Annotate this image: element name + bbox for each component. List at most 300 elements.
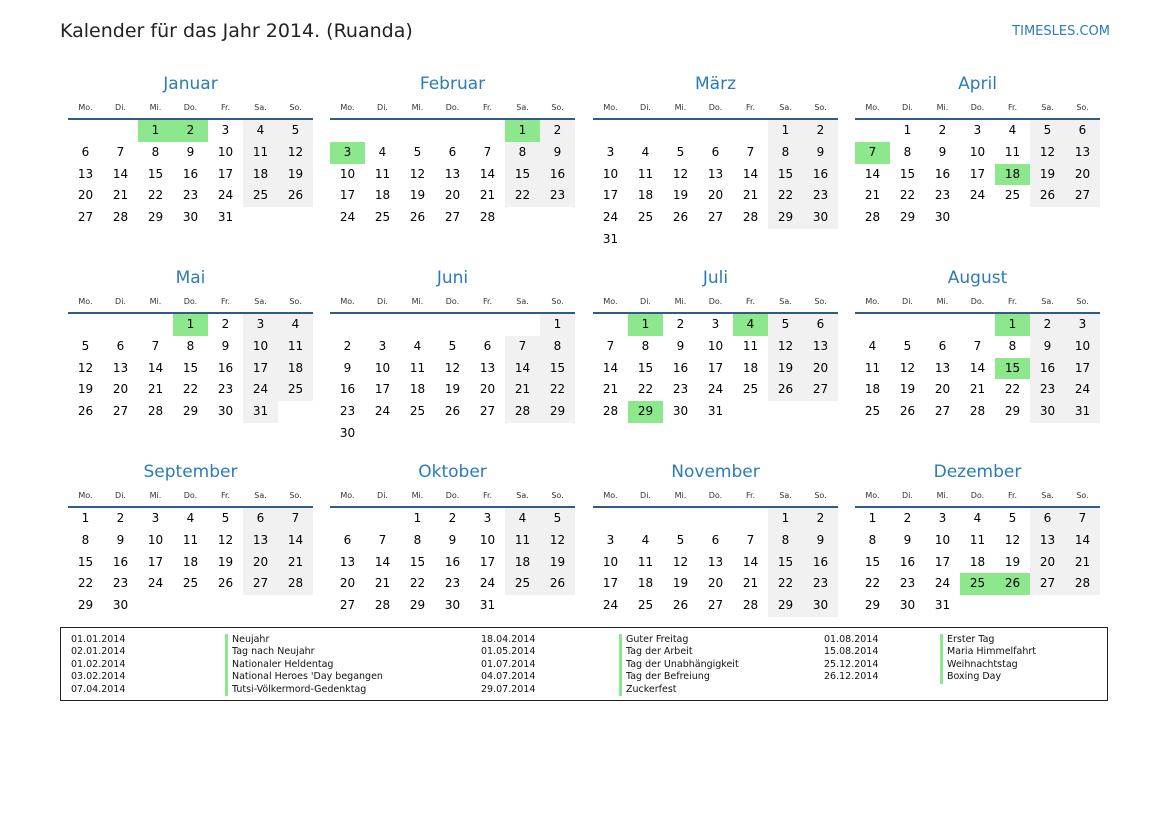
- day-cell: 9: [186, 144, 195, 159]
- month-5: [68, 264, 313, 423]
- empty-cell: [855, 120, 890, 142]
- empty-cell: [733, 229, 768, 251]
- weekday-label: Fr.: [1007, 491, 1018, 500]
- day-cell: 16: [803, 552, 838, 574]
- day-cell: 9: [803, 530, 838, 552]
- day-cell: 1: [768, 508, 803, 530]
- day-cell: 17: [602, 188, 619, 203]
- day-cell: 9: [903, 532, 912, 547]
- weekday-label: Mi.: [149, 103, 162, 112]
- empty-cell: [540, 423, 575, 445]
- day-cell: 20: [1030, 552, 1065, 574]
- legend-date: 29.07.2014: [481, 683, 536, 695]
- day-cell: 6: [803, 314, 838, 336]
- empty-cell: [593, 508, 628, 530]
- day-grid: [855, 120, 1100, 229]
- day-cell: 30: [444, 598, 461, 613]
- day-cell: 28: [742, 210, 759, 225]
- weekday-label: So.: [551, 297, 564, 306]
- day-cell: 26: [899, 404, 916, 419]
- weekday-header: [593, 490, 838, 508]
- day-cell: 7: [151, 338, 160, 353]
- day-cell: 26: [444, 404, 461, 419]
- day-cell: 25: [637, 598, 654, 613]
- day-cell: 18: [409, 382, 426, 397]
- empty-cell: [470, 314, 505, 336]
- weekday-label: Di.: [377, 491, 388, 500]
- day-cell: 4: [641, 144, 650, 159]
- month-name: März: [695, 74, 736, 94]
- day-cell: 3: [483, 511, 492, 525]
- day-cell: 13: [112, 360, 129, 375]
- day-cell: 12: [1004, 532, 1021, 547]
- day-cell: 16: [540, 164, 575, 186]
- legend-date: 07.04.2014: [71, 683, 126, 695]
- day-cell: 19: [409, 188, 426, 203]
- day-cell: 28: [864, 210, 881, 225]
- weekday-header: [330, 490, 575, 508]
- weekday-label: Fr.: [1007, 103, 1018, 112]
- day-cell: 7: [973, 338, 982, 353]
- weekday-label: Fr.: [220, 103, 231, 112]
- weekday-label: Di.: [115, 103, 126, 112]
- day-cell: 22: [1004, 382, 1021, 397]
- brand-link[interactable]: TIMESLES.COM: [1012, 24, 1110, 39]
- day-cell: 21: [742, 188, 759, 203]
- day-cell: 7: [606, 338, 615, 353]
- weekday-label: Fr.: [745, 297, 756, 306]
- day-cell: 12: [409, 166, 426, 181]
- day-cell: 15: [505, 164, 540, 186]
- weekday-label: Mi.: [149, 491, 162, 500]
- month-7: [593, 264, 838, 423]
- empty-cell: [1030, 595, 1065, 617]
- day-cell: 19: [672, 576, 689, 591]
- day-cell: 14: [864, 166, 881, 181]
- day-cell: 20: [707, 188, 724, 203]
- day-cell: 2: [540, 120, 575, 142]
- weekday-label: Mi.: [674, 103, 687, 112]
- day-cell: 2: [116, 511, 125, 525]
- day-cell: 11: [409, 360, 426, 375]
- legend-holiday-name: Erster Tag: [940, 634, 1036, 646]
- day-cell: 2: [938, 123, 947, 137]
- day-cell: 20: [112, 382, 129, 397]
- empty-cell: [435, 314, 470, 336]
- empty-cell: [960, 314, 995, 336]
- day-grid: [855, 508, 1100, 617]
- day-cell: 30: [339, 425, 356, 440]
- weekday-label: Mi.: [411, 297, 424, 306]
- day-cell: 10: [602, 166, 619, 181]
- empty-cell: [400, 423, 435, 445]
- weekday-label: Mo.: [340, 103, 355, 112]
- day-grid: [68, 508, 313, 617]
- day-cell: 19: [540, 552, 575, 574]
- day-cell: 27: [479, 404, 496, 419]
- weekday-label: So.: [814, 297, 827, 306]
- day-cell: 3: [151, 511, 160, 525]
- day-cell: 14: [479, 166, 496, 181]
- empty-cell: [278, 401, 313, 423]
- weekday-label: Do.: [183, 491, 198, 500]
- day-cell: 25: [742, 382, 759, 397]
- day-cell: 16: [339, 382, 356, 397]
- month-name: August: [947, 268, 1008, 288]
- empty-cell: [698, 508, 733, 530]
- weekday-label: Fr.: [482, 103, 493, 112]
- day-cell: 27: [243, 573, 278, 595]
- day-cell: 7: [746, 532, 755, 547]
- day-cell: 24: [217, 188, 234, 203]
- month-name: Dezember: [933, 462, 1022, 482]
- holiday-day-cell: 26: [995, 573, 1030, 595]
- day-cell: 26: [409, 210, 426, 225]
- day-cell: 6: [483, 338, 492, 353]
- day-cell: 29: [1004, 404, 1021, 419]
- day-cell: 23: [672, 382, 689, 397]
- day-cell: 10: [217, 144, 234, 159]
- day-cell: 5: [81, 338, 90, 353]
- holiday-day-cell: 1: [505, 120, 540, 142]
- empty-cell: [435, 120, 470, 142]
- day-cell: 28: [969, 404, 986, 419]
- weekday-label: Di.: [115, 491, 126, 500]
- day-cell: 24: [602, 210, 619, 225]
- day-cell: 7: [116, 144, 125, 159]
- day-cell: 26: [77, 404, 94, 419]
- day-cell: 9: [221, 338, 230, 353]
- day-cell: 17: [217, 166, 234, 181]
- day-cell: 5: [413, 144, 422, 159]
- legend-date: 01.02.2014: [71, 658, 126, 670]
- day-cell: 20: [1065, 164, 1100, 186]
- legend-date: 03.02.2014: [71, 671, 126, 683]
- day-cell: 25: [637, 210, 654, 225]
- day-cell: 15: [540, 358, 575, 380]
- day-cell: 29: [864, 598, 881, 613]
- day-cell: 3: [1065, 314, 1100, 336]
- month-name: Juni: [436, 268, 469, 288]
- empty-cell: [138, 314, 173, 336]
- day-cell: 11: [278, 336, 313, 358]
- month-11: [593, 458, 838, 617]
- weekday-label: Do.: [445, 103, 460, 112]
- month-2: [330, 70, 575, 229]
- day-cell: 5: [278, 120, 313, 142]
- day-grid: [593, 508, 838, 617]
- empty-cell: [540, 595, 575, 617]
- day-cell: 30: [803, 207, 838, 229]
- weekday-label: Sa.: [516, 297, 529, 306]
- day-cell: 18: [742, 360, 759, 375]
- empty-cell: [278, 207, 313, 229]
- day-cell: 18: [374, 188, 391, 203]
- empty-cell: [365, 508, 400, 530]
- day-cell: 27: [707, 210, 724, 225]
- empty-cell: [1030, 207, 1065, 229]
- day-cell: 4: [186, 511, 195, 525]
- weekday-label: Mo.: [78, 103, 93, 112]
- day-cell: 17: [339, 188, 356, 203]
- weekday-label: Di.: [902, 491, 913, 500]
- day-cell: 23: [182, 188, 199, 203]
- day-cell: 29: [768, 207, 803, 229]
- weekday-label: Di.: [902, 297, 913, 306]
- day-cell: 10: [339, 166, 356, 181]
- day-cell: 17: [479, 554, 496, 569]
- day-cell: 14: [505, 358, 540, 380]
- day-cell: 12: [672, 554, 689, 569]
- day-cell: 15: [768, 552, 803, 574]
- legend-holiday-name: Tutsi-Völkermord-Gedenktag: [225, 684, 383, 696]
- day-cell: 21: [278, 552, 313, 574]
- day-cell: 5: [540, 508, 575, 530]
- legend-date-column: [481, 634, 535, 696]
- day-cell: 18: [969, 554, 986, 569]
- weekday-label: Mo.: [78, 297, 93, 306]
- day-cell: 22: [540, 379, 575, 401]
- empty-cell: [803, 229, 838, 251]
- day-cell: 15: [864, 554, 881, 569]
- empty-cell: [365, 120, 400, 142]
- month-3: [593, 70, 838, 251]
- legend-holiday-name: Weihnachtstag: [940, 659, 1036, 671]
- day-cell: 8: [868, 532, 877, 547]
- month-12: [855, 458, 1100, 617]
- day-cell: 4: [243, 120, 278, 142]
- empty-cell: [243, 595, 278, 617]
- weekday-label: Mo.: [603, 491, 618, 500]
- day-cell: 25: [409, 404, 426, 419]
- day-cell: 31: [934, 598, 951, 613]
- day-cell: 30: [899, 598, 916, 613]
- day-cell: 10: [602, 554, 619, 569]
- day-cell: 3: [938, 511, 947, 525]
- day-cell: 12: [77, 360, 94, 375]
- empty-cell: [470, 120, 505, 142]
- weekday-label: Fr.: [482, 491, 493, 500]
- holiday-day-cell: 7: [855, 142, 890, 164]
- day-cell: 24: [339, 210, 356, 225]
- legend-holiday-name: Tag der Unabhängigkeit: [619, 659, 739, 671]
- day-cell: 8: [641, 338, 650, 353]
- day-cell: 29: [77, 598, 94, 613]
- empty-cell: [103, 314, 138, 336]
- day-cell: 25: [243, 185, 278, 207]
- day-cell: 19: [768, 358, 803, 380]
- day-cell: 19: [899, 382, 916, 397]
- day-cell: 15: [182, 360, 199, 375]
- day-cell: 12: [444, 360, 461, 375]
- legend-holiday-name: Neujahr: [225, 634, 383, 646]
- day-cell: 6: [343, 532, 352, 547]
- legend-date: 25.12.2014: [824, 658, 879, 670]
- day-cell: 16: [112, 554, 129, 569]
- day-cell: 28: [742, 598, 759, 613]
- day-cell: 8: [186, 338, 195, 353]
- day-cell: 8: [1008, 338, 1017, 353]
- day-cell: 3: [243, 314, 278, 336]
- legend-holiday-name: Tag nach Neujahr: [225, 646, 383, 658]
- day-cell: 5: [221, 511, 230, 525]
- day-cell: 6: [448, 144, 457, 159]
- day-cell: 13: [339, 554, 356, 569]
- day-cell: 5: [676, 144, 685, 159]
- day-cell: 22: [864, 576, 881, 591]
- holiday-day-cell: 25: [960, 573, 995, 595]
- weekday-label: Mo.: [340, 491, 355, 500]
- weekday-label: Di.: [377, 297, 388, 306]
- weekday-label: So.: [289, 103, 302, 112]
- day-cell: 9: [343, 360, 352, 375]
- day-cell: 5: [903, 338, 912, 353]
- day-cell: 21: [374, 576, 391, 591]
- month-9: [68, 458, 313, 617]
- weekday-label: So.: [814, 491, 827, 500]
- day-cell: 28: [505, 401, 540, 423]
- day-cell: 11: [969, 532, 986, 547]
- day-cell: 11: [637, 166, 654, 181]
- month-name: Februar: [419, 74, 486, 94]
- day-cell: 16: [899, 554, 916, 569]
- weekday-label: So.: [1076, 103, 1089, 112]
- weekday-label: So.: [551, 491, 564, 500]
- day-cell: 3: [606, 532, 615, 547]
- day-cell: 4: [973, 511, 982, 525]
- day-grid: [330, 120, 575, 229]
- empty-cell: [540, 207, 575, 229]
- day-cell: 29: [182, 404, 199, 419]
- day-cell: 9: [803, 142, 838, 164]
- weekday-label: Fr.: [482, 297, 493, 306]
- empty-cell: [733, 508, 768, 530]
- day-cell: 28: [112, 210, 129, 225]
- weekday-label: Do.: [708, 297, 723, 306]
- day-cell: 16: [444, 554, 461, 569]
- holiday-day-cell: 2: [173, 120, 208, 142]
- weekday-label: Fr.: [1007, 297, 1018, 306]
- day-grid: [593, 314, 838, 423]
- day-cell: 28: [479, 210, 496, 225]
- legend-name-column: [940, 634, 1036, 684]
- weekday-label: So.: [814, 103, 827, 112]
- legend-holiday-name: Maria Himmelfahrt: [940, 646, 1036, 658]
- day-cell: 14: [742, 166, 759, 181]
- holiday-day-cell: 4: [733, 314, 768, 336]
- day-cell: 2: [221, 317, 230, 331]
- day-cell: 5: [1030, 120, 1065, 142]
- day-cell: 24: [934, 576, 951, 591]
- weekday-label: Do.: [445, 491, 460, 500]
- weekday-label: Di.: [640, 103, 651, 112]
- day-cell: 2: [676, 317, 685, 331]
- empty-cell: [663, 508, 698, 530]
- day-cell: 11: [1004, 144, 1021, 159]
- weekday-label: Sa.: [779, 491, 792, 500]
- day-cell: 24: [147, 576, 164, 591]
- day-cell: 8: [768, 142, 803, 164]
- day-cell: 5: [1008, 511, 1017, 525]
- day-cell: 7: [278, 508, 313, 530]
- day-cell: 30: [672, 404, 689, 419]
- day-cell: 16: [217, 360, 234, 375]
- weekday-label: Mi.: [149, 297, 162, 306]
- day-cell: 10: [707, 338, 724, 353]
- day-cell: 2: [1030, 314, 1065, 336]
- day-cell: 8: [903, 144, 912, 159]
- legend-date: 02.01.2014: [71, 646, 126, 658]
- empty-cell: [1065, 595, 1100, 617]
- day-cell: 11: [505, 530, 540, 552]
- day-cell: 26: [672, 598, 689, 613]
- empty-cell: [505, 595, 540, 617]
- day-cell: 6: [243, 508, 278, 530]
- empty-cell: [663, 120, 698, 142]
- day-cell: 31: [1065, 401, 1100, 423]
- empty-cell: [663, 229, 698, 251]
- page-title: Kalender für das Jahr 2014. (Ruanda): [60, 20, 413, 42]
- legend-holiday-name: Nationaler Heldentag: [225, 659, 383, 671]
- weekday-header: [68, 296, 313, 314]
- day-cell: 22: [77, 576, 94, 591]
- day-cell: 16: [1030, 358, 1065, 380]
- weekday-label: Do.: [970, 103, 985, 112]
- legend-date: 01.07.2014: [481, 658, 536, 670]
- day-cell: 6: [116, 338, 125, 353]
- day-cell: 20: [444, 188, 461, 203]
- weekday-label: Sa.: [516, 491, 529, 500]
- empty-cell: [890, 314, 925, 336]
- weekday-label: Di.: [902, 103, 913, 112]
- day-cell: 17: [602, 576, 619, 591]
- empty-cell: [400, 120, 435, 142]
- day-cell: 13: [934, 360, 951, 375]
- empty-cell: [330, 120, 365, 142]
- empty-cell: [1065, 207, 1100, 229]
- day-cell: 6: [711, 144, 720, 159]
- weekday-label: Mo.: [340, 297, 355, 306]
- month-name: Juli: [702, 268, 729, 288]
- day-cell: 27: [112, 404, 129, 419]
- weekday-label: So.: [1076, 297, 1089, 306]
- day-cell: 13: [707, 166, 724, 181]
- day-cell: 22: [899, 188, 916, 203]
- empty-cell: [365, 423, 400, 445]
- weekday-label: So.: [289, 491, 302, 500]
- weekday-label: Fr.: [220, 491, 231, 500]
- day-cell: 19: [217, 554, 234, 569]
- empty-cell: [960, 595, 995, 617]
- empty-cell: [365, 314, 400, 336]
- day-cell: 9: [938, 144, 947, 159]
- weekday-label: Mo.: [603, 297, 618, 306]
- holiday-day-cell: 1: [995, 314, 1030, 336]
- day-cell: 10: [479, 532, 496, 547]
- day-grid: [855, 314, 1100, 423]
- month-name: November: [671, 462, 760, 482]
- day-cell: 20: [707, 576, 724, 591]
- empty-cell: [995, 207, 1030, 229]
- day-cell: 2: [903, 511, 912, 525]
- day-cell: 13: [707, 554, 724, 569]
- day-cell: 24: [602, 598, 619, 613]
- day-cell: 15: [147, 166, 164, 181]
- empty-cell: [68, 314, 103, 336]
- weekday-header: [68, 102, 313, 120]
- day-cell: 23: [1030, 379, 1065, 401]
- weekday-label: Mo.: [78, 491, 93, 500]
